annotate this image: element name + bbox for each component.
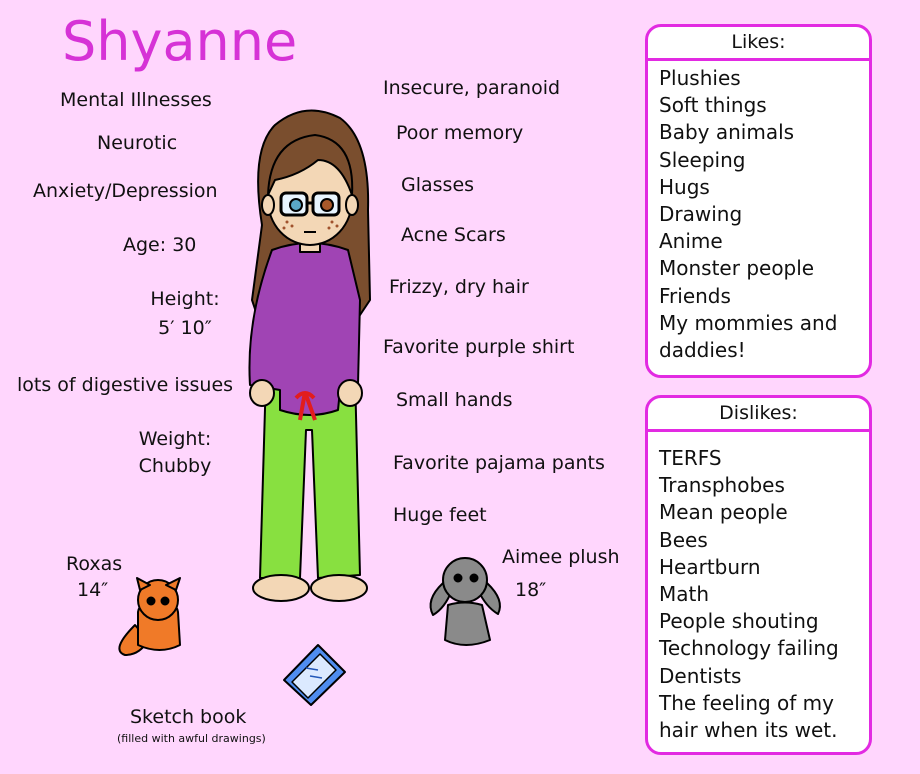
list-item: Mean people — [659, 500, 788, 525]
list-item: Hugs — [659, 174, 710, 199]
fox-plush-roxas — [119, 578, 180, 655]
list-item: Dentists — [659, 663, 742, 688]
list-item: Drawing — [659, 202, 743, 227]
list-item: Baby animals — [659, 120, 795, 145]
trait-glasses: Glasses — [401, 174, 475, 196]
trait-hands: Small hands — [396, 389, 513, 411]
aimee-size: 18″ — [515, 579, 547, 601]
trait-acne: Acne Scars — [401, 224, 506, 246]
trait-digestive: lots of digestive issues — [17, 374, 234, 396]
list-item: daddies! — [659, 338, 746, 363]
list-item: The feeling of my — [659, 690, 834, 715]
roxas-name: Roxas — [66, 553, 123, 575]
likes-box — [645, 24, 872, 378]
list-item: Anime — [659, 229, 723, 254]
list-item: My mommies and — [659, 310, 838, 335]
dislikes-list — [659, 445, 839, 744]
list-item: Heartburn — [659, 554, 761, 579]
list-item: Sleeping — [659, 147, 746, 172]
trait-weight-label: Weight: — [138, 428, 212, 450]
trait-weight-value: Chubby — [138, 455, 212, 477]
roxas-size: 14″ — [77, 579, 109, 601]
aimee-name: Aimee plush — [502, 546, 620, 568]
trait-pants: Favorite pajama pants — [393, 452, 605, 474]
list-item: TERFS — [659, 446, 722, 470]
trait-height-label: Height: — [150, 288, 220, 310]
trait-hair: Frizzy, dry hair — [389, 276, 529, 298]
list-item: Soft things — [659, 93, 767, 118]
list-item: Plushies — [659, 66, 741, 90]
trait-neurotic: Neurotic — [97, 132, 178, 154]
list-item: Technology failing — [659, 636, 839, 661]
bunny-plush-aimee — [431, 558, 500, 645]
trait-feet: Huge feet — [393, 504, 487, 526]
list-item: Friends — [659, 283, 731, 308]
sketchbook — [284, 645, 345, 705]
dislikes-header: Dislikes: — [648, 398, 869, 432]
trait-insecure: Insecure, paranoid — [383, 77, 561, 99]
page-title: Shyanne — [62, 10, 298, 73]
list-item: Math — [659, 582, 710, 607]
trait-age: Age: 30 — [123, 234, 197, 256]
character-figure — [249, 110, 370, 601]
list-item: hair when its wet. — [659, 718, 838, 743]
sketchbook-note: (filled with awful drawings) — [117, 732, 266, 745]
list-item: People shouting — [659, 609, 819, 634]
trait-anxiety-depression: Anxiety/Depression — [33, 180, 218, 202]
trait-shirt: Favorite purple shirt — [383, 336, 575, 358]
trait-mental-illnesses: Mental Illnesses — [60, 89, 212, 111]
dislikes-box — [645, 395, 872, 755]
list-item: Transphobes — [659, 473, 785, 498]
trait-height-value: 5′ 10″ — [158, 317, 212, 339]
sketchbook-name: Sketch book — [130, 706, 247, 728]
list-item: Monster people — [659, 256, 815, 281]
list-item: Bees — [659, 527, 708, 552]
likes-header: Likes: — [648, 27, 869, 61]
likes-list — [659, 65, 837, 364]
trait-memory: Poor memory — [396, 122, 524, 144]
